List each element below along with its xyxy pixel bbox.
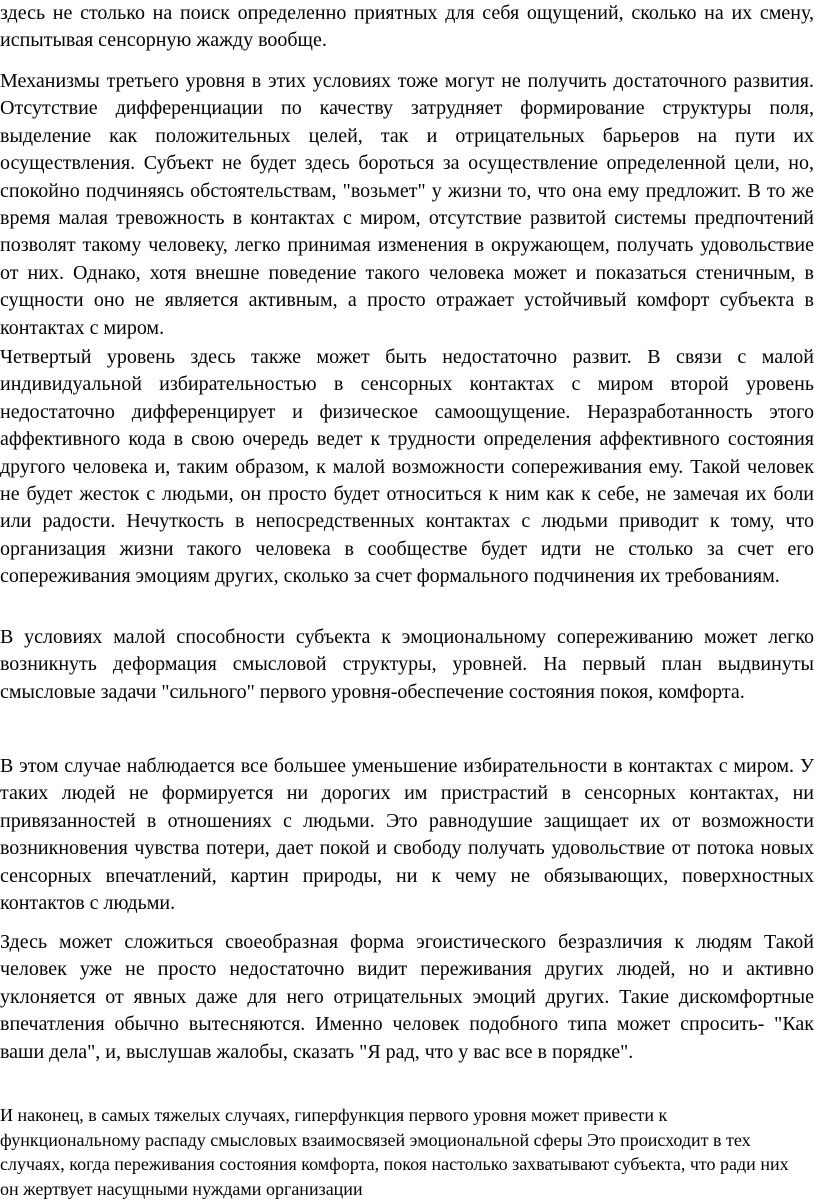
paragraph-6: Здесь может сложиться своеобразная форма эгоистического безразличия к людям Такой человек уже не просто недостаточно видит переживания других людей, но и активно уклоняется от явных даже для него отрицательных эмоций других. Такие дискомфортные впечатления обычно вытесняются. Именно человек подобного типа может спросить- "Как ваши дела", и, выслушав жалобы, сказать "Я рад, что у вас все в порядке". [0, 931, 814, 1063]
paragraph-4: В условиях малой способности субъекта к эмоциональному сопереживанию может легко возникнуть деформация смысловой структуры, уровней. На первый план выдвинуты смысловые задачи "сильного" первого уровня-обеспечение состояния покоя, комфорта. [0, 626, 814, 703]
paragraph-1: здесь не столько на поиск определенно приятных для себя ощущений, сколько на их смену, испытывая сенсорную жажду вообще. [0, 2, 814, 52]
paragraph-3: Четвертый уровень здесь также может быть недостаточно развит. В связи с малой индивидуальной избирательностью в сенсорных контактах с миром второй уровень недостаточно дифференцирует и физическое самоощущение. Неразработанность этого аффективного кода в свою очередь ведет к трудности определения аффективного состояния другого человека и, таким образом, к малой возможности сопереживания ему. Такой человек не будет жесток с людьми, он просто будет относиться к ним как к себе, не замечая их боли или радости. Нечуткость в непосредственных контактах с людьми приводит к тому, что организация жизни такого человека в сообществе будет идти не столько за счет его сопереживания эмоциям других, сколько за счет формального подчинения их требованиям. [0, 346, 814, 588]
paragraph-7: И наконец, в самых тяжелых случаях, гиперфункция первого уровня может привести к функциональному распаду смысловых взаимосвязей эмоциональной сферы Это происходит в тех случаях, когда переживания состояния комфорта, покоя настолько захватывают субъекта, что ради них он жертвует насущными нуждами организации [0, 1105, 789, 1199]
paragraph-5: В этом случае наблюдается все большее уменьшение избирательности в контактах с миром. У таких людей не формируется ни дорогих им пристрастий в сенсорных контактах, ни привязанностей в отношениях с людьми. Это равнодушие защищает их от возможности возникновения чувства потери, дает покой и свободу получать удовольствие от потока новых сенсорных впечатлений, картин природы, ни к чему не обязывающих, поверхностных контактов с людьми. [0, 755, 814, 915]
paragraph-2: Механизмы третьего уровня в этих условиях тоже могут не получить достаточного развития. Отсутствие дифференциации по качеству затрудняет формирование структуры поля, выделение как положительных целей, так и отрицательных барьеров на пути их осуществления. Субъект не будет здесь бороться за осуществление определенной цели, но, спокойно подчиняясь обстоятельствам, "возьмет" у жизни то, что она ему предложит. В то же время малая тревожность в контактах с миром, отсутствие развитой системы предпочтений позволят такому человеку, легко принимая изменения в окружающем, получать удовольствие от них. Однако, хотя внешне поведение такого человека может и показаться стеничным, в сущности оно не является активным, а просто отражает устойчивый комфорт субъекта в контактах с миром. [0, 70, 814, 339]
